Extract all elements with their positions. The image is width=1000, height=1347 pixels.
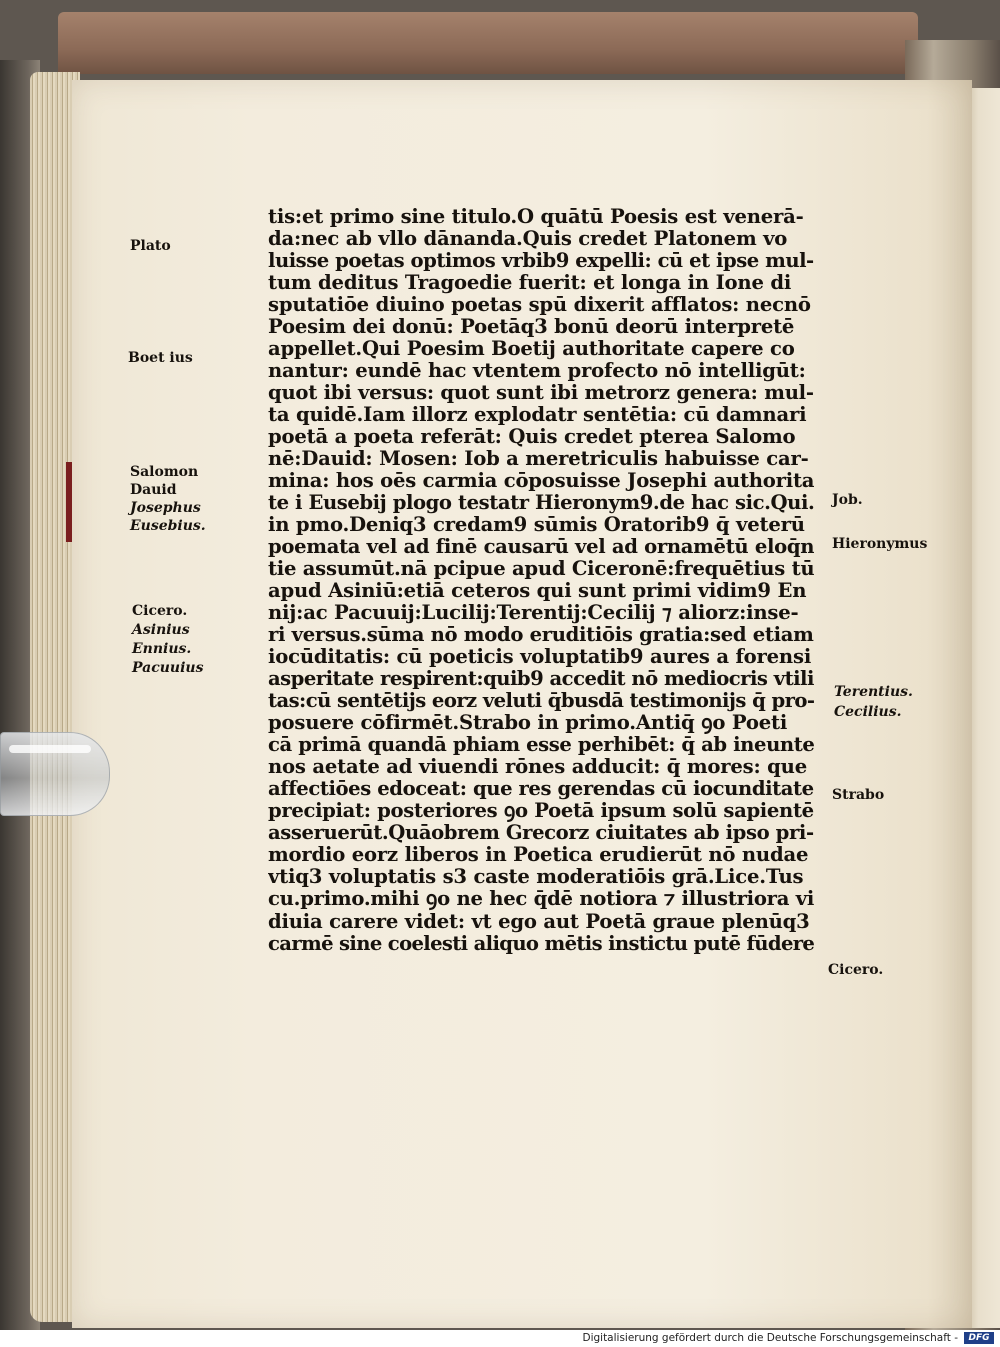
main-text-block: [268, 206, 814, 955]
margin-note-terentius: Terentius.: [834, 684, 913, 700]
margin-note-ennius: Ennius.: [132, 641, 192, 657]
text-line: tis:et primo sine titulo.O quātū Poesis est venerā-: [268, 206, 804, 228]
margin-note-asinius: Asinius: [132, 622, 190, 638]
text-line: quot ibi versus: quot sunt ibi metrorz genera: mul-: [268, 382, 814, 405]
text-line: te i Eusebij plogo testatr Hieronym9.de hac sic.Qui.: [268, 492, 814, 515]
text-line: da:nec ab vllo dānanda.Quis credet Platonem vo: [268, 228, 788, 251]
text-line: vtiq3 voluptatis s3 caste moderatiōis grā.Lice.Tus: [268, 866, 804, 889]
text-line: nē:Dauid: Mosen: Iob a meretriculis habuisse car-: [268, 448, 809, 471]
text-line: mina: hos oēs carmia cōposuisse Josephi authorita: [268, 470, 814, 493]
margin-note-salomon: Salomon: [130, 464, 199, 480]
text-line: Poesim dei donū: Poetāq3 bonū deorū interpretē: [268, 316, 795, 339]
book-cover-top: [58, 12, 918, 74]
text-line: tum deditus Tragoedie fuerit: et longa in Ione di: [268, 272, 792, 295]
text-line: nos aetate ad viuendi rōnes adducit: q̄ mores: que: [268, 756, 807, 779]
text-line: asseruerūt.Quāobrem Grecorz ciuitates ab ipso pri-: [268, 822, 814, 845]
text-line: precipiat: posteriores ꝯo Poetā ipsum solū sapientē: [268, 800, 814, 823]
text-line: carmē sine coelesti aliquo mētis instictu putē fūdere: [268, 932, 814, 955]
text-line: mordio eorz liberos in Poetica erudierūt nō nudae: [268, 844, 809, 867]
margin-note-strabo: Strabo: [832, 787, 885, 803]
margin-note-cecilius: Cecilius.: [834, 704, 902, 720]
text-line: asperitate respirent:quib9 accedit nō mediocris vtili: [268, 668, 814, 691]
text-line: in pmo.Deniq3 credam9 sūmis Oratorib9 q̄ veterū: [268, 514, 805, 537]
text-line: tas:cū sentētijs eorz veluti q̄busdā testimonijs q̄ pro-: [268, 690, 814, 713]
funding-credit: Digitalisierung gefördert durch die Deutsche Forschungsgemeinschaft -: [582, 1332, 958, 1344]
text-line: cu.primo.mihi ꝯo ne hec q̄dē notiora ⁊ illustriora vi: [268, 888, 814, 911]
text-line: iocūditatis: cū poeticis voluptatib9 aures a forensi: [268, 646, 812, 669]
text-line: nij:ac Pacuuij:Lucilij:Terentij:Cecilij ⁊ aliorz:inse-: [268, 602, 799, 625]
text-line: cā primā quandā phiam esse perhibēt: q̄ ab ineunte: [268, 734, 814, 757]
text-line: nantur: eundē hac vtentem profecto nō intelligūt:: [268, 360, 806, 383]
margin-note-josephus: Josephus: [130, 500, 201, 516]
text-line: luisse poetas optimos vrbib9 expelli: cū et ipse mul-: [268, 250, 814, 273]
margin-note-hieronymus: Hieronymus: [832, 536, 928, 552]
text-line: ri versus.sūma nō modo eruditiōis gratia:sed etiam: [268, 624, 814, 647]
text-line: ta quidē.Iam illorz explodatr sentētia: cū damnari: [268, 404, 807, 427]
text-line: appellet.Qui Poesim Boetij authoritate capere co: [268, 338, 795, 361]
margin-note-cicero: Cicero.: [132, 603, 188, 619]
margin-note-eusebius: Eusebius.: [130, 518, 206, 534]
text-line: poetā a poeta referāt: Quis credet pterea Salomo: [268, 426, 796, 449]
margin-note-plato: Plato: [130, 238, 171, 254]
text-line: sputatiōe diuino poetas spū dixerit afflatos: necnō: [268, 294, 811, 317]
text-line: tie assumūt.nā pcipue apud Ciceronē:frequētius tū: [268, 558, 814, 581]
margin-note-iob: Job.: [832, 492, 863, 508]
dfg-logo: DFG: [964, 1332, 994, 1344]
text-line: affectiōes edoceat: que res gerendas cū iocunditate: [268, 778, 814, 801]
margin-note-boetius: Boet ius: [128, 350, 193, 366]
text-line: posuere cōfirmēt.Strabo in primo.Antiq̄ ꝯo Poeti: [268, 712, 788, 735]
margin-note-dauid: Dauid: [130, 482, 177, 498]
footer-bar: [0, 1330, 1000, 1347]
text-line: apud Asiniū:etiā ceteros qui sunt primi vidim9 En: [268, 580, 807, 603]
plastic-clip: [0, 732, 110, 816]
margin-note-pacuuius: Pacuuius: [132, 660, 204, 676]
text-line: diuia carere videt: vt ego aut Poetā graue plenūq3: [268, 910, 810, 933]
text-line: poemata vel ad finē causarū vel ad ornamētū eloq̄n: [268, 536, 814, 559]
margin-note-cicero-right: Cicero.: [828, 962, 884, 978]
